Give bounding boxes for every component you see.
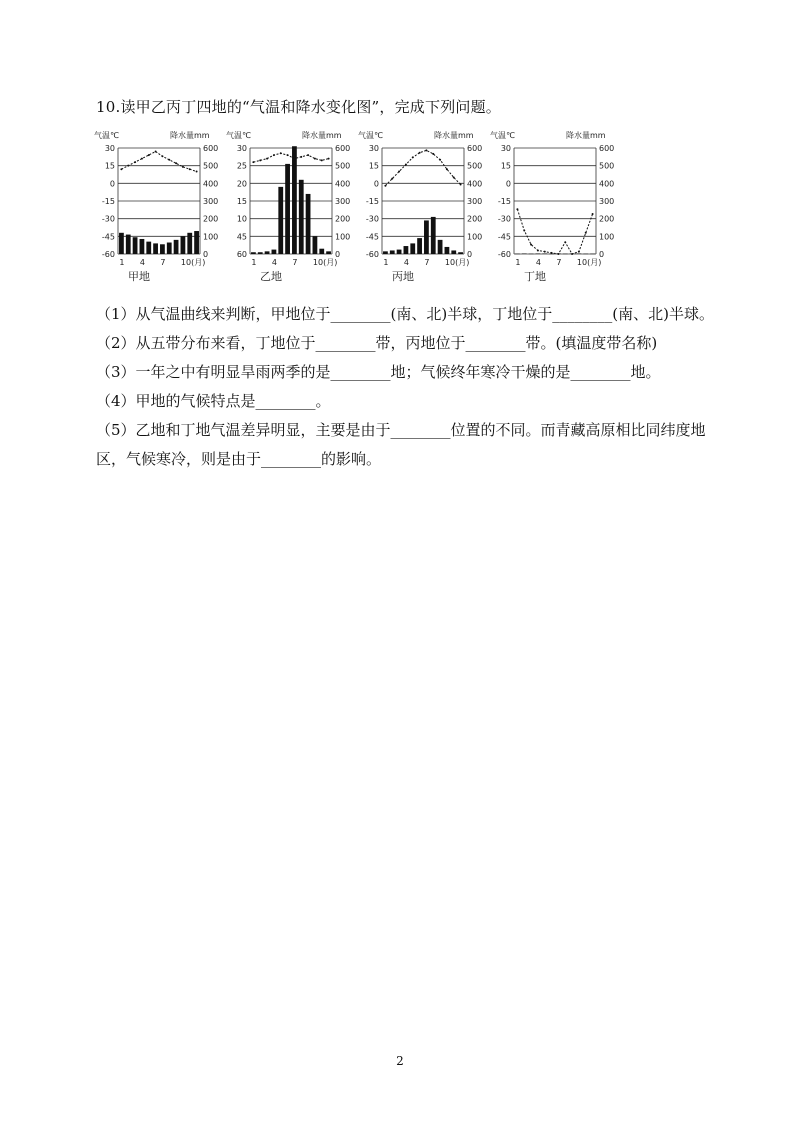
precip-bar: [292, 146, 297, 254]
temp-tick-label: 60: [236, 250, 247, 259]
precip-bar: [278, 187, 283, 254]
precip-bar: [522, 253, 527, 254]
temperature-point: [460, 184, 462, 186]
temperature-point: [384, 185, 386, 187]
temperature-point: [530, 244, 532, 246]
month-tick-label: 4: [535, 258, 542, 267]
precip-bar: [167, 243, 172, 254]
temperature-point: [419, 152, 421, 154]
precip-tick-label: 500: [335, 161, 351, 171]
month-tick-label: 10(月): [576, 258, 602, 267]
temperature-point: [259, 159, 261, 161]
question-1: （1）从气温曲线来判断，甲地位于________(南、北)半球，丁地位于________(南、北)半球。: [96, 305, 714, 323]
temp-tick-label: 30: [236, 144, 247, 153]
precip-tick-label: 100: [335, 232, 351, 242]
temp-tick-label: -60: [497, 250, 511, 259]
precip-tick-label: 400: [203, 179, 219, 189]
precip-bar: [194, 231, 199, 254]
precip-tick-label: 400: [599, 179, 615, 189]
chart-location-name: 甲地: [128, 270, 150, 283]
precip-tick-label: 200: [599, 214, 615, 224]
temp-tick-label: 30: [104, 144, 115, 153]
temperature-point: [398, 171, 400, 173]
temp-tick-label: -15: [365, 197, 379, 206]
temperature-point: [182, 166, 184, 168]
climate-charts: [92, 130, 622, 290]
precip-bar: [438, 240, 443, 254]
temperature-point: [127, 165, 129, 167]
month-tick-label: 7: [160, 258, 166, 267]
temperature-point: [523, 229, 525, 231]
precip-tick-label: 0: [599, 250, 605, 259]
precip-bar: [383, 251, 388, 254]
precip-axis-label: 降水量mm: [566, 131, 606, 140]
precip-bar: [272, 250, 277, 254]
climate-chart-ding: [488, 130, 618, 288]
precip-bar: [542, 253, 547, 254]
temp-tick-label: 15: [368, 161, 379, 171]
precip-tick-label: 0: [467, 250, 473, 259]
precip-tick-label: 500: [599, 161, 615, 171]
precip-tick-label: 600: [335, 144, 351, 153]
temperature-line: [385, 150, 460, 185]
temperature-point: [328, 158, 330, 160]
month-tick-label: 4: [403, 258, 410, 267]
temperature-point: [168, 159, 170, 161]
precip-bar: [153, 243, 158, 254]
temp-tick-label: -60: [101, 250, 115, 259]
temperature-point: [273, 154, 275, 156]
precip-bar: [515, 254, 520, 255]
precip-tick-label: 100: [599, 232, 615, 242]
temp-tick-label: 0: [109, 179, 115, 189]
temp-tick-label: -30: [101, 214, 115, 224]
precip-tick-label: 0: [203, 250, 209, 259]
precip-tick-label: 600: [467, 144, 483, 153]
month-tick-label: 10(月): [180, 258, 206, 267]
temperature-point: [287, 154, 289, 156]
temperature-point: [293, 158, 295, 160]
temperature-point: [551, 252, 553, 254]
precip-bar: [583, 254, 588, 255]
precip-tick-label: 200: [467, 214, 483, 224]
precip-axis-label: 降水量mm: [302, 131, 342, 140]
month-tick-label: 10(月): [444, 258, 470, 267]
precip-bar: [445, 247, 450, 254]
temp-axis-label: 气温℃: [358, 131, 383, 140]
temp-tick-label: -30: [365, 214, 379, 224]
precip-tick-label: 300: [599, 197, 615, 206]
question-3: （3）一年之中有明显旱雨两季的是________地；气候终年寒冷干燥的是________地。: [96, 363, 661, 381]
precip-bar: [313, 236, 318, 254]
question-5: （5）乙地和丁地气温差异明显，主要是由于________位置的不同。而青藏高原相比同纬度地区，气候寒冷，则是由于________的影响。: [96, 421, 706, 468]
precip-bar: [126, 235, 131, 254]
temperature-point: [432, 153, 434, 155]
temperature-line: [517, 209, 592, 254]
temperature-point: [537, 249, 539, 251]
temperature-point: [266, 158, 268, 160]
month-tick-label: 7: [292, 258, 298, 267]
temperature-point: [196, 171, 198, 173]
temperature-point: [446, 168, 448, 170]
climate-chart-yi: [224, 130, 354, 288]
temperature-point: [592, 213, 594, 215]
precip-bar: [417, 238, 422, 254]
temperature-point: [585, 232, 587, 234]
temp-axis-label: 气温℃: [94, 131, 119, 140]
precip-tick-label: 100: [203, 232, 219, 242]
temperature-point: [280, 152, 282, 154]
month-tick-label: 4: [271, 258, 278, 267]
temp-tick-label: 0: [505, 179, 511, 189]
precip-tick-label: 500: [467, 161, 483, 171]
page-number: 2: [396, 1054, 404, 1068]
precip-bar: [285, 164, 290, 254]
chart-location-name: 丁地: [524, 270, 546, 283]
precip-bar: [410, 243, 415, 254]
temperature-point: [439, 159, 441, 161]
temp-tick-label: 15: [500, 161, 511, 171]
temperature-point: [148, 154, 150, 156]
chart-svg: [92, 130, 222, 288]
temperature-point: [557, 253, 559, 255]
temp-tick-label: -45: [365, 232, 379, 242]
temp-axis-label: 气温℃: [490, 131, 515, 140]
temperature-point: [391, 178, 393, 180]
temperature-point: [300, 156, 302, 158]
precip-tick-label: 100: [467, 232, 483, 242]
temp-tick-label: 45: [236, 232, 247, 242]
temperature-point: [141, 158, 143, 160]
temperature-point: [544, 251, 546, 253]
month-tick-label: 10(月): [312, 258, 338, 267]
precip-tick-label: 300: [467, 197, 483, 206]
precip-bar: [529, 254, 534, 255]
precip-tick-label: 0: [335, 250, 341, 259]
temperature-point: [175, 162, 177, 164]
question-2: （2）从五带分布来看，丁地位于________带，丙地位于________带。(填温度带名称): [96, 334, 658, 352]
temperature-point: [134, 161, 136, 163]
precip-bar: [140, 239, 145, 254]
precip-tick-label: 400: [467, 179, 483, 189]
precip-bar: [174, 240, 179, 254]
temperature-point: [453, 176, 455, 178]
precip-tick-label: 500: [203, 161, 219, 171]
temperature-point: [252, 161, 254, 163]
precip-bar: [424, 220, 429, 254]
precip-bar: [187, 233, 192, 254]
temperature-point: [425, 149, 427, 151]
precip-tick-label: 600: [203, 144, 219, 153]
temp-tick-label: 10: [236, 214, 247, 224]
temp-tick-label: -30: [497, 214, 511, 224]
temp-tick-label: -60: [365, 250, 379, 259]
temperature-point: [412, 156, 414, 158]
temperature-point: [120, 168, 122, 170]
chart-svg: [224, 130, 354, 288]
precip-bar: [258, 252, 263, 254]
climate-chart-jia: [92, 130, 222, 288]
precip-bar: [404, 246, 409, 254]
precip-bar: [431, 217, 436, 254]
chart-svg: [356, 130, 486, 288]
temp-tick-label: 30: [368, 144, 379, 153]
temp-tick-label: -15: [101, 197, 115, 206]
precip-bar: [536, 253, 541, 254]
temp-tick-label: 30: [500, 144, 511, 153]
precip-bar: [563, 254, 568, 255]
precip-tick-label: 600: [599, 144, 615, 153]
precip-tick-label: 200: [203, 214, 219, 224]
precip-bar: [390, 250, 395, 254]
temperature-line: [253, 153, 328, 162]
temperature-point: [307, 154, 309, 156]
precip-bar: [160, 244, 165, 254]
question-list: [96, 300, 716, 474]
precip-tick-label: 300: [335, 197, 351, 206]
month-tick-label: 4: [139, 258, 146, 267]
temp-tick-label: 15: [236, 197, 247, 206]
temperature-point: [314, 158, 316, 160]
temperature-point: [571, 253, 573, 255]
precip-tick-label: 300: [203, 197, 219, 206]
temp-tick-label: 25: [236, 161, 247, 171]
precip-bar: [181, 236, 186, 254]
precip-bar: [577, 253, 582, 254]
temp-tick-label: -15: [497, 197, 511, 206]
precip-bar: [119, 233, 124, 254]
precip-bar: [458, 252, 463, 254]
temperature-line: [121, 152, 196, 172]
precip-bar: [590, 254, 595, 255]
precip-bar: [265, 251, 270, 254]
temperature-point: [564, 241, 566, 243]
precip-bar: [319, 249, 324, 254]
temperature-point: [578, 251, 580, 253]
precip-bar: [133, 237, 138, 254]
precip-bar: [306, 194, 311, 254]
temperature-point: [189, 168, 191, 170]
month-tick-label: 1: [383, 258, 389, 267]
temp-tick-label: 15: [104, 161, 115, 171]
temperature-point: [516, 208, 518, 210]
chart-location-name: 丙地: [392, 270, 414, 283]
precip-bar: [397, 250, 402, 254]
temp-tick-label: 0: [373, 179, 379, 189]
precip-bar: [451, 250, 456, 254]
precip-bar: [299, 180, 304, 254]
precip-tick-label: 400: [335, 179, 351, 189]
temp-axis-label: 气温℃: [226, 131, 251, 140]
temp-tick-label: -45: [497, 232, 511, 242]
temperature-point: [155, 151, 157, 153]
temp-tick-label: -45: [101, 232, 115, 242]
chart-svg: [488, 130, 618, 288]
month-tick-label: 1: [119, 258, 125, 267]
month-tick-label: 7: [424, 258, 430, 267]
month-tick-label: 1: [515, 258, 521, 267]
temperature-point: [321, 159, 323, 161]
temperature-point: [405, 163, 407, 165]
precip-axis-label: 降水量mm: [434, 131, 474, 140]
precip-bar: [326, 251, 331, 254]
month-tick-label: 1: [251, 258, 257, 267]
question-4: （4）甲地的气候特点是________。: [96, 392, 331, 410]
temperature-point: [161, 155, 163, 157]
month-tick-label: 7: [556, 258, 562, 267]
climate-chart-bing: [356, 130, 486, 288]
question-title: 10.读甲乙丙丁四地的“气温和降水变化图”，完成下列问题。: [96, 98, 501, 116]
precip-bar: [251, 252, 256, 254]
precip-axis-label: 降水量mm: [170, 131, 210, 140]
chart-location-name: 乙地: [260, 270, 282, 283]
precip-bar: [146, 242, 151, 254]
precip-tick-label: 200: [335, 214, 351, 224]
temp-tick-label: 20: [236, 179, 247, 189]
